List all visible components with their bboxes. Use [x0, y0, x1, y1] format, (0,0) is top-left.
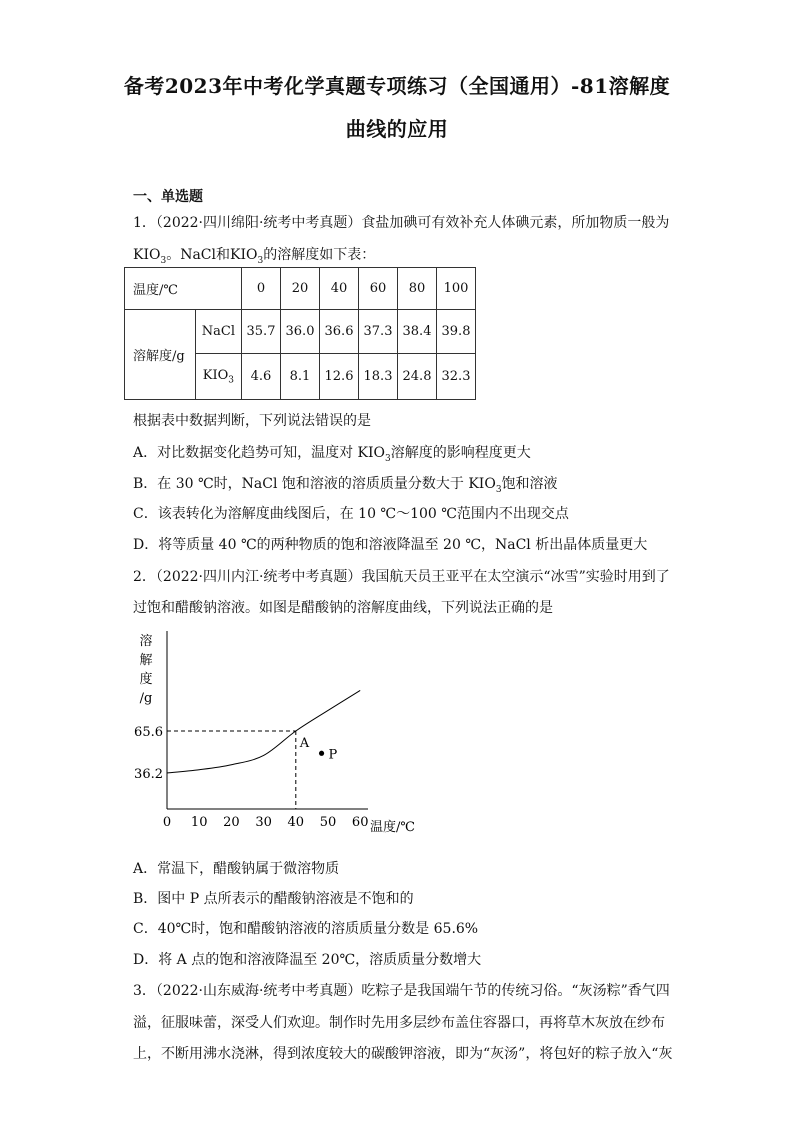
q1-option-b: B．在 30 ℃时，NaCl 饱和溶液的溶质质量分数大于 $KIO_3$饱和溶液	[133, 476, 558, 495]
table-cell: 80	[398, 268, 437, 310]
q3-line1: 3．（2022·山东威海·统考中考真题）吃粽子是我国端午节的传统习俗。“灰汤粽”香气四	[133, 983, 670, 999]
q1-option-d: D．将等质量 40 ℃的两种物质的饱和溶液降温至 20 ℃，NaCl 析出晶体质量更大	[133, 537, 648, 553]
solubility-table	[124, 267, 476, 400]
point-p-label: P	[328, 747, 338, 763]
q2-line1: 2．（2022·四川内江·统考中考真题）我国航天员王亚平在太空演示“冰雪”实验时用到了	[133, 569, 670, 585]
x-tick-label: 30	[255, 815, 272, 830]
table-cell: 36.0	[281, 310, 320, 354]
table-cell: 60	[359, 268, 398, 310]
x-tick-label: 10	[190, 815, 208, 830]
q1-option-c: C．该表转化为溶解度曲线图后，在 10 ℃～100 ℃范围内不出现交点	[133, 506, 569, 522]
table-cell: 39.8	[437, 310, 476, 354]
q2-option-a: A．常温下，醋酸钠属于微溶物质	[133, 861, 340, 877]
section-heading: 一、单选题	[133, 189, 203, 205]
table-cell: 4.6	[242, 354, 281, 400]
y-tick-label: 65.6	[134, 725, 163, 740]
table-cell: 37.3	[359, 310, 398, 354]
q1-option-a: A．对比数据变化趋势可知，温度对 $KIO_3$溶解度的影响程度更大	[133, 445, 531, 464]
table-cell: 100	[437, 268, 476, 310]
y-axis-label-char: /g	[139, 691, 153, 706]
document-title-line2: 曲线的应用	[345, 117, 449, 141]
point-a-label: A	[299, 736, 310, 751]
table-header-temp: 温度/℃	[125, 268, 242, 310]
table-cell: 12.6	[320, 354, 359, 400]
x-tick-label: 50	[319, 815, 337, 830]
table-label-kio3: $KIO_3$	[195, 354, 241, 400]
table-cell: 0	[242, 268, 281, 310]
table-cell: 24.8	[398, 354, 437, 400]
x-tick-label: 60	[351, 815, 369, 830]
table-cell: 35.7	[242, 310, 281, 354]
table-header-solubility: 溶解度/g	[125, 310, 196, 400]
q3-line2: 溢，征服味蕾，深受人们欢迎。制作时先用多层纱布盖住容器口，再将草木灰放在纱布	[133, 1015, 665, 1031]
table-cell: 18.3	[359, 354, 398, 400]
solubility-curve-chart	[130, 625, 430, 845]
y-axis-label-char: 度	[139, 672, 153, 687]
x-axis-label: 温度/℃	[370, 820, 415, 835]
table-cell: 40	[320, 268, 359, 310]
x-tick-label: 20	[223, 815, 240, 830]
y-tick-label: 36.2	[134, 767, 163, 782]
document-title-line1: 备考2023年中考化学真题专项练习（全国通用）-81溶解度	[123, 74, 671, 98]
table-cell: 20	[281, 268, 320, 310]
table-cell: 32.3	[437, 354, 476, 400]
table-cell: 38.4	[398, 310, 437, 354]
q2-option-c: C．40℃时，饱和醋酸钠溶液的溶质质量分数是 65.6%	[133, 921, 479, 937]
q2-line2: 过饱和醋酸钠溶液。如图是醋酸钠的溶解度曲线，下列说法正确的是	[133, 600, 553, 616]
table-label-nacl: NaCl	[195, 310, 241, 354]
y-axis-label-char: 解	[139, 653, 153, 668]
x-tick-label: 0	[162, 815, 172, 830]
y-axis-label-char: 溶	[139, 634, 153, 649]
q3-line3: 上，不断用沸水浇淋，得到浓度较大的碳酸钾溶液，即为“灰汤”，将包好的粽子放入“灰	[133, 1046, 673, 1062]
q1-stem: 根据表中数据判断，下列说法错误的是	[133, 413, 371, 429]
x-tick-label: 40	[287, 815, 305, 830]
point-p-marker	[319, 751, 324, 756]
q1-line2: $KIO_3$。NaCl和$KIO_3$的溶解度如下表：	[133, 247, 376, 266]
table-cell: 8.1	[281, 354, 320, 400]
q1-line1: 1．（2022·四川绵阳·统考中考真题）食盐加碘可有效补充人体碘元素，所加物质一般为	[133, 215, 670, 231]
q2-option-b: B．图中 P 点所表示的醋酸钠溶液是不饱和的	[133, 891, 414, 907]
table-cell: 36.6	[320, 310, 359, 354]
q2-option-d: D．将 A 点的饱和溶液降温至 20℃，溶质质量分数增大	[133, 952, 482, 968]
